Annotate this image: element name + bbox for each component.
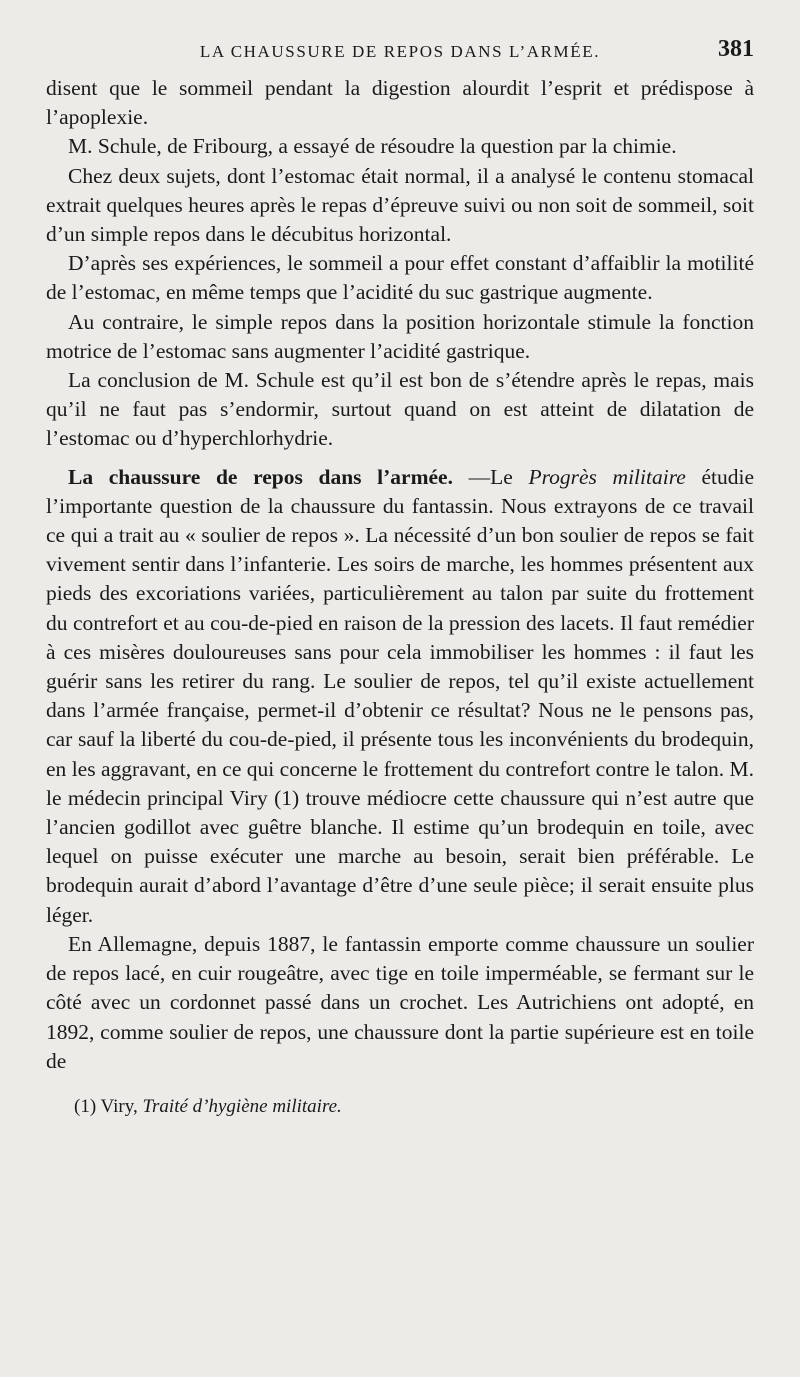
body-text xyxy=(46,74,754,1076)
page-number: 381 xyxy=(718,36,754,62)
footnote-title: Traité d’hygiène militaire. xyxy=(142,1095,342,1117)
section-source: Progrès militaire xyxy=(528,464,686,489)
section-title: La chaussure de repos dans l’armée. xyxy=(68,464,453,489)
section-text: étudie l’importante question de la chaussure du fantassin. Nous extrayons de ce travail ce qui a trait au « soulier de repos ». La nécessité d’un bon soulier de repos se fait vivement sentir dans l’infanterie. Les soirs de marche, les hommes présentent aux pieds des excoriations variées, particulièrement au talon par suite du frottement du contrefort et au cou-de-pied en raison de la pression des lacets. Il faut remédier à ces misères douloureuses sans pour cela immobiliser les hommes : il faut les guérir sans les retirer du rang. Le soulier de repos, tel qu’il existe actuellement dans l’armée française, permet-il d’obtenir ce résultat? Nous ne le pensons pas, car sauf la liberté du cou-de-pied, il présente tous les inconvénients du brodequin, en les aggravant, en ce qui concerne le frottement du contrefort contre le talon. M. le médecin principal Viry (1) trouve médiocre cette chaussure qui n’est autre que l’ancien godillot avec guêtre blanche. Il estime qu’un brodequin en toile, avec lequel on puisse exécuter une marche au besoin, serait bien préférable. Le brodequin aurait d’abord l’avantage d’être d’une seule pièce; il serait ensuite plus léger. xyxy=(46,464,754,927)
paragraph-experiment: Chez deux sujets, dont l’estomac était normal, il a analysé le contenu stomacal extrait quelques heures après le repas d’épreuve suivi ou non soit de sommeil, soit d’un simple repos dans le décubitus horizontal. xyxy=(46,163,754,247)
paragraph-section-chaussure xyxy=(46,463,754,930)
paragraph-rest-effect: Au contraire, le simple repos dans la position horizontale stimule la fonction motrice de l’estomac sans augmenter l’acidité gastrique. xyxy=(46,309,754,363)
footnote xyxy=(46,1096,754,1118)
paragraph-schule-intro: M. Schule, de Fribourg, a essayé de résoudre la question par la chimie. xyxy=(68,134,677,159)
paragraph-allemagne: En Allemagne, depuis 1887, le fantassin emporte comme chaussure un soulier de repos lacé, en cuir rougeâtre, avec tige en toile imperméable, se fermant sur le côté avec un cordonnet passé dans un crochet. Les Autrichiens ont adopté, en 1892, comme soulier de repos, une chaussure dont la partie supérieure est en toile de xyxy=(46,931,754,1073)
footnote-marker: (1) Viry, xyxy=(74,1095,143,1117)
running-head xyxy=(46,32,754,74)
paragraph-continuation: disent que le sommeil pendant la digestion alourdit l’esprit et prédispose à l’apoplexie. xyxy=(46,76,754,130)
paragraph-sleep-effect: D’après ses expériences, le sommeil a pour effet constant d’affaiblir la motilité de l’estomac, en même temps que l’acidité du suc gastrique augmente. xyxy=(46,251,754,305)
section-dash: —Le xyxy=(452,464,529,489)
paragraph-conclusion: La conclusion de M. Schule est qu’il est bon de s’étendre après le repas, mais qu’il ne faut pas s’endormir, surtout quand on est atteint de dilatation de l’estomac ou d’hyperchlorhydrie. xyxy=(46,368,754,451)
running-title: LA CHAUSSURE DE REPOS DANS L’ARMÉE. xyxy=(199,42,601,61)
